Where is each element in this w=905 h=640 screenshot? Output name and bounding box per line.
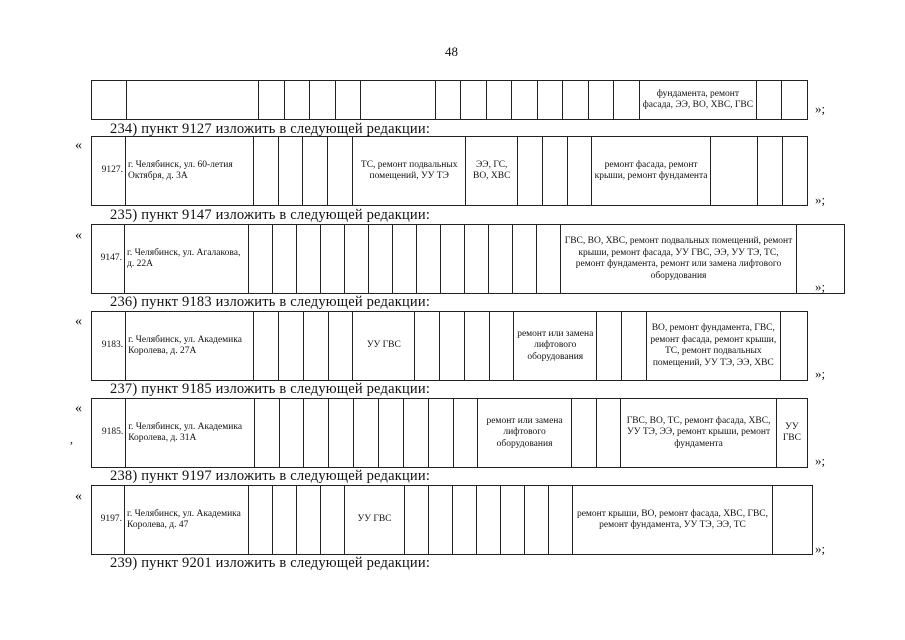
row-address: г. Челябинск, ул. Академика Королева, д. 27А (126, 312, 254, 381)
row-works-3: УУ ГВС (776, 399, 807, 468)
row-works-1: ТС, ремонт подвальных помещений, УУ ТЭ (352, 137, 465, 206)
row-number: 9183. (92, 312, 126, 381)
item-heading-238: 238) пункт 9197 изложить в следующей редакции: (110, 468, 431, 484)
row-number: 9185. (92, 399, 126, 468)
row-address: г. Челябинск, ул. 60-летия Октября, д. 3А (126, 137, 254, 206)
close-quote: »; (815, 453, 826, 468)
row-number: 9127. (92, 137, 126, 206)
item-heading-239: 239) пункт 9201 изложить в следующей редакции: (110, 555, 431, 571)
close-quote: »; (815, 279, 826, 294)
page-number: 48 (445, 44, 458, 59)
prev-row-works: фундамента, ремонт фасада, ЭЭ, ВО, ХВС, ГВС (639, 81, 756, 120)
row-works-1: УУ ГВС (353, 312, 415, 381)
table-row-prev (91, 80, 808, 120)
item-heading-235: 235) пункт 9147 изложить в следующей редакции: (110, 207, 431, 223)
row-works-2: ЭЭ, ГС, ВО, ХВС (466, 137, 518, 206)
row-number: 9197. (92, 486, 125, 555)
row-works-1: УУ ГВС (345, 486, 405, 555)
close-quote: »; (815, 366, 826, 381)
row-address: г. Челябинск, ул. Агалакова, д. 22А (125, 225, 249, 294)
table-row-9127 (91, 136, 808, 206)
table-row-9185 (91, 398, 808, 468)
row-number: 9147. (92, 225, 125, 294)
open-quote: « (75, 228, 82, 243)
row-address: г. Челябинск, ул. Академика Королева, д. 47 (125, 486, 249, 555)
table-row-9183 (91, 311, 808, 381)
open-quote: « (75, 314, 82, 329)
row-works-1: ремонт или замена лифтового оборудования (478, 399, 571, 468)
table-row-9197 (91, 485, 813, 555)
row-address: г. Челябинск, ул. Академика Королева, д. 31А (126, 399, 254, 468)
row-works-2: ГВС, ВО, ТС, ремонт фасада, ХВС, УУ ТЭ, ЭЭ, ремонт крыши, ремонт фундамента (621, 399, 776, 468)
margin-mark: , (70, 432, 73, 446)
row-works-3: ВО, ремонт фундамента, ГВС, ремонт фасада, ремонт крыши, ТС, ремонт подвальных помещений, УУ ТЭ, ЭЭ, ХВС (646, 312, 780, 381)
item-heading-237: 237) пункт 9185 изложить в следующей редакции: (110, 381, 431, 397)
row-works-1: ГВС, ВО, ХВС, ремонт подвальных помещений, ремонт крыши, ремонт фасада, УУ ГВС, ЭЭ, УУ ТЭ, ТС, ремонт фундамента, ремонт или замена лифтового оборудования (561, 225, 797, 294)
item-heading-234: 234) пункт 9127 изложить в следующей редакции: (110, 121, 431, 137)
open-quote: « (75, 489, 82, 504)
close-quote: »; (815, 541, 826, 556)
item-heading-236: 236) пункт 9183 изложить в следующей редакции: (110, 294, 431, 310)
row-works-2: ремонт крыши, ВО, ремонт фасада, ХВС, ГВС, ремонт фундамента, УУ ТЭ, ЭЭ, ТС (573, 486, 773, 555)
close-quote-prev: »; (815, 101, 826, 116)
open-quote: « (75, 138, 82, 153)
open-quote: « (75, 401, 82, 416)
row-works-3: ремонт фасада, ремонт крыши, ремонт фундамента (592, 137, 711, 206)
row-works-2: ремонт или замена лифтового оборудования (514, 312, 597, 381)
table-row-9147 (91, 224, 845, 294)
close-quote: »; (815, 192, 826, 207)
